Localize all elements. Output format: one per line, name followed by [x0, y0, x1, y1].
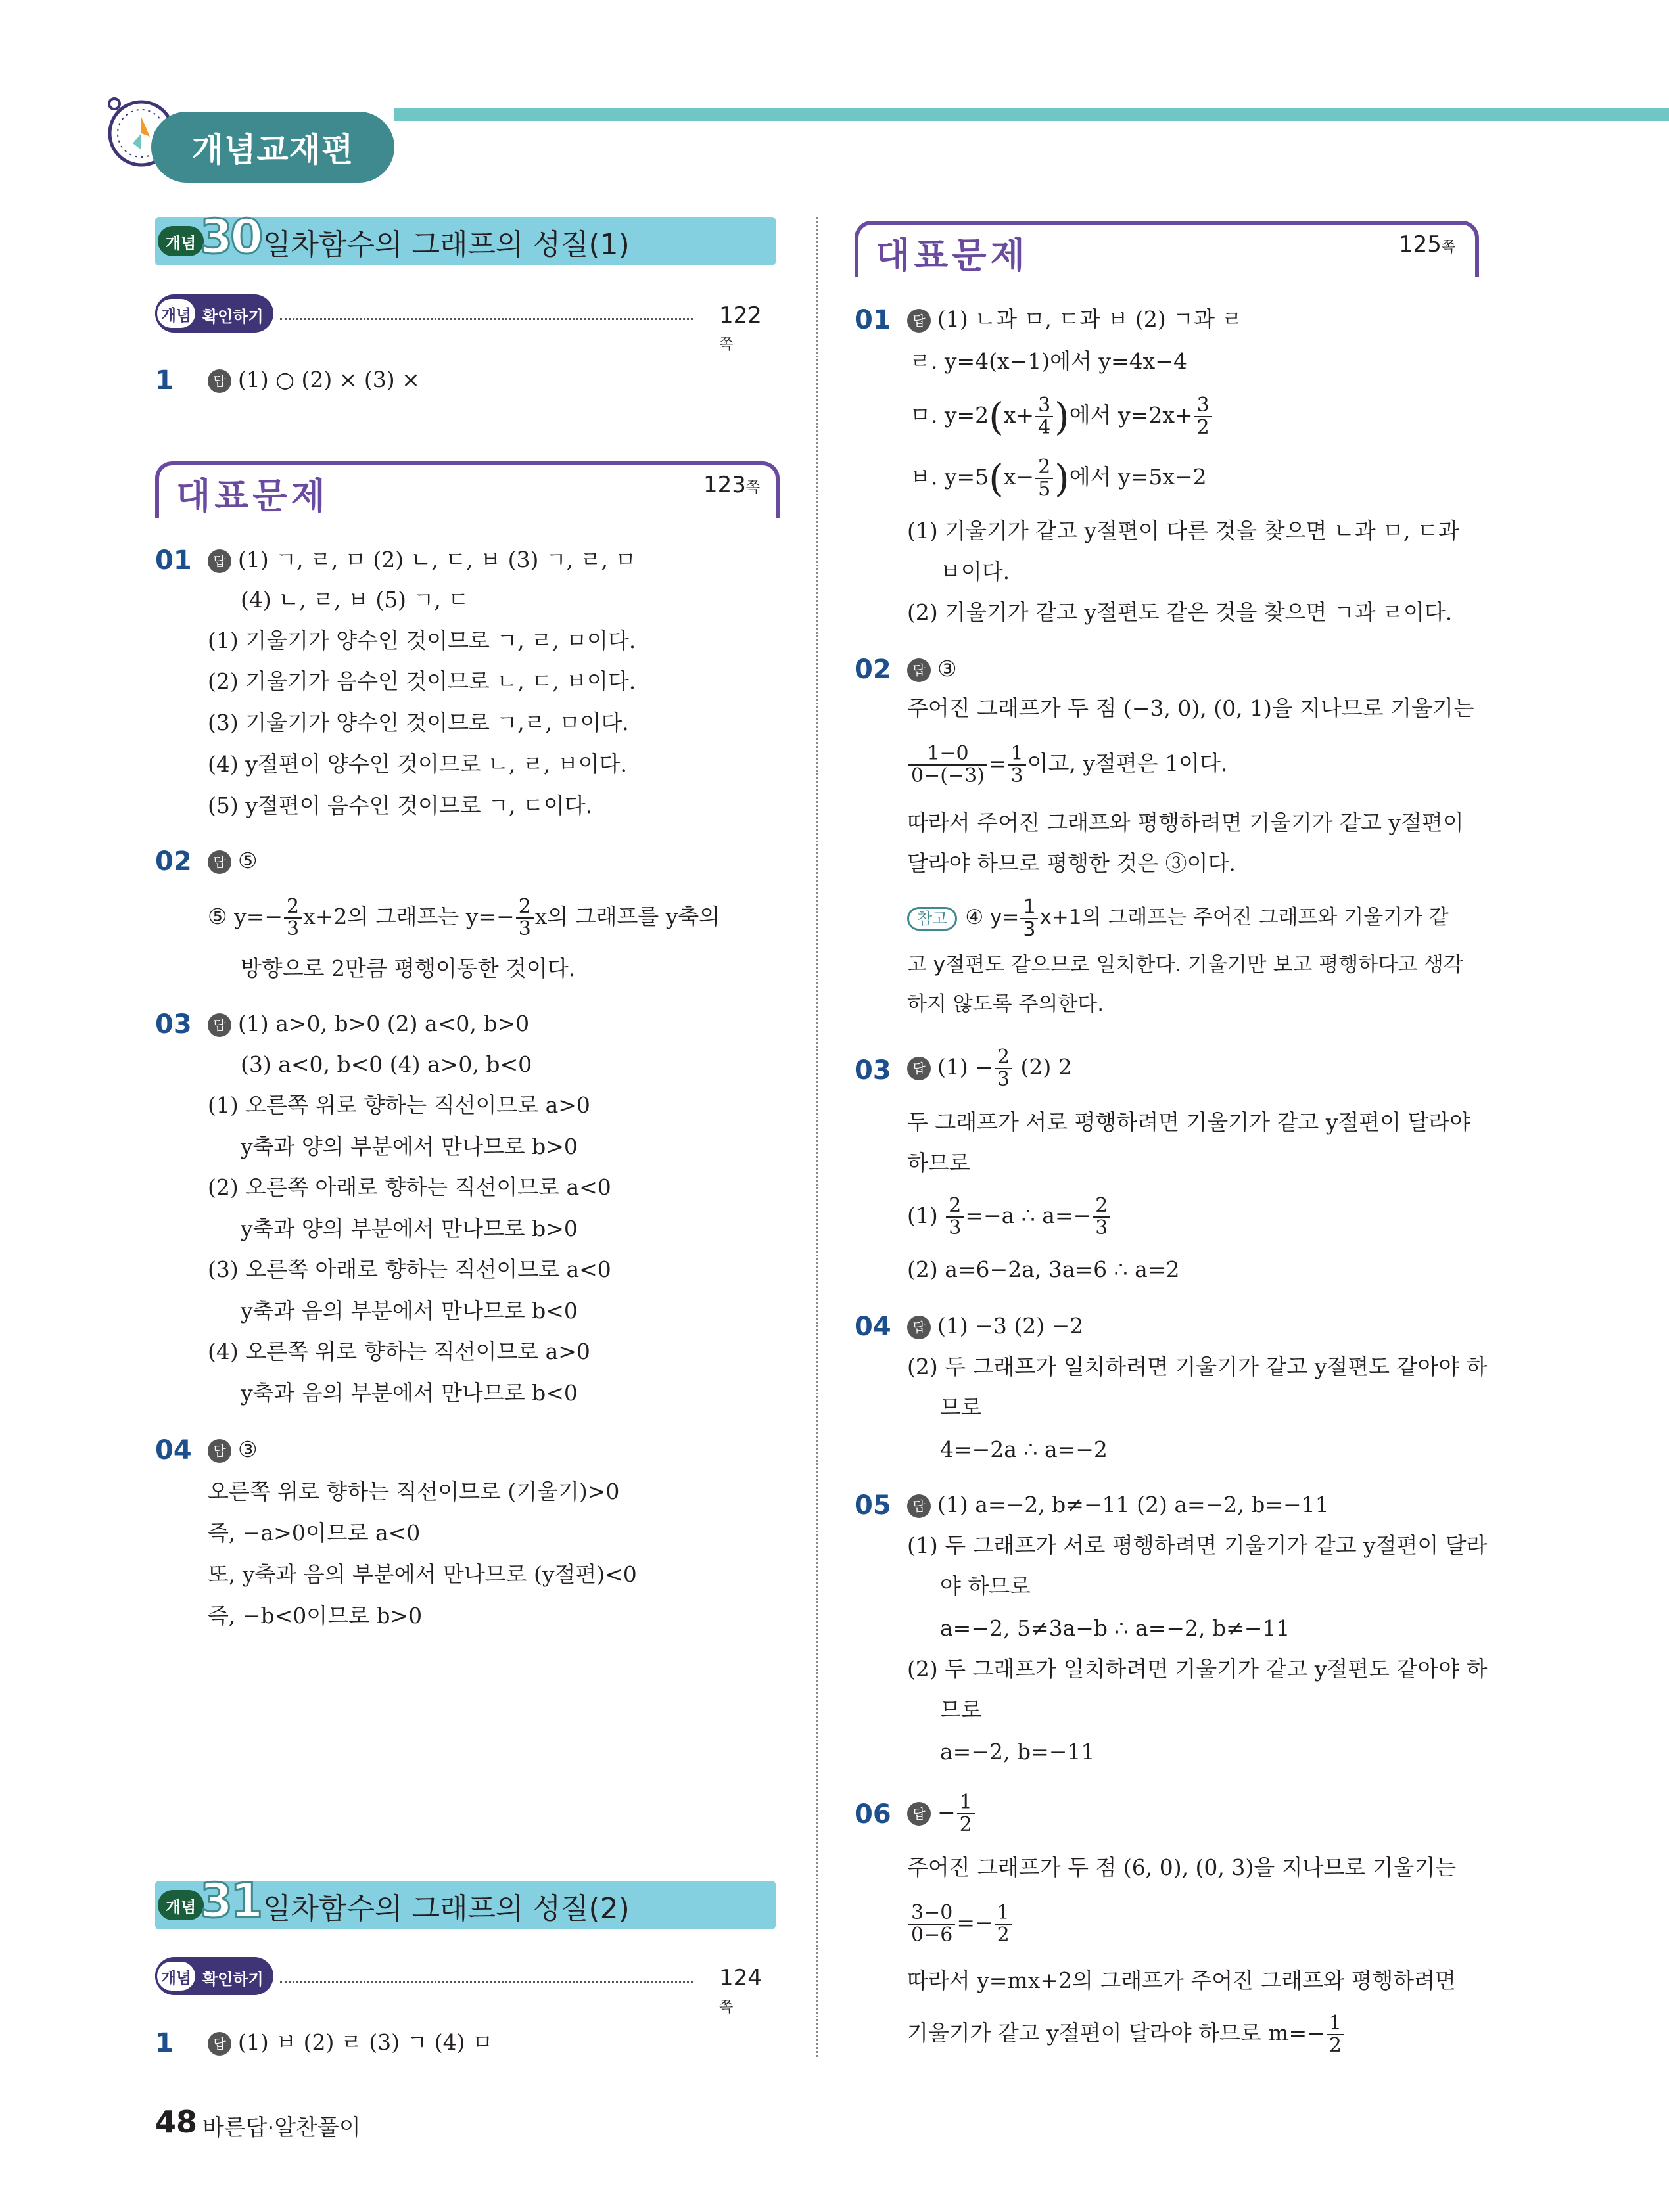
solution-line: a=−2, 5≠3a−b ∴ a=−2, b≠−11: [940, 1615, 1290, 1641]
solution-line: 또, y축과 음의 부분에서 만나므로 (y절편)<0: [208, 1561, 637, 1587]
question-number: 01: [155, 545, 192, 576]
answer-line: (3) a<0, b<0 (4) a>0, b<0: [241, 1051, 532, 1077]
question-number: 01: [855, 305, 891, 335]
column-divider: [816, 217, 818, 2057]
check-header: [155, 294, 776, 353]
answer-line: 답 (1) ㄴ과 ㅁ, ㄷ과 ㅂ (2) ㄱ과 ㄹ: [907, 306, 1242, 333]
page-ref: 123쪽: [699, 472, 764, 498]
section-tag: 개념교재편: [151, 112, 394, 183]
question-number: 02: [155, 846, 192, 877]
question-number: 02: [855, 655, 891, 685]
solution-line: a=−2, b=−11: [940, 1739, 1095, 1764]
answer-line: 답 ③: [907, 656, 957, 682]
solution-line: 달라야 하므로 평행한 것은 ③이다.: [907, 850, 1236, 876]
solution-line: (4) y절편이 양수인 것이므로 ㄴ, ㄹ, ㅂ이다.: [208, 751, 627, 777]
dotted-leader: [280, 318, 693, 320]
answer-line: 답 ③: [208, 1437, 258, 1463]
solution-line: 방향으로 2만큼 평행이동한 것이다.: [241, 956, 576, 981]
question-number: 06: [855, 1799, 891, 1830]
solution-line: ㄹ. y=4(x−1)에서 y=4x−4: [910, 348, 1187, 374]
solution-line: (3) 기울기가 양수인 것이므로 ㄱ,ㄹ, ㅁ이다.: [208, 710, 629, 735]
solution-line: (1) 기울기가 양수인 것이므로 ㄱ, ㄹ, ㅁ이다.: [208, 628, 636, 653]
concept-badge: 개념: [158, 226, 204, 256]
solution-line: (3) 오른쪽 아래로 향하는 직선이므로 a<0: [208, 1256, 611, 1282]
header-band: [394, 108, 1669, 121]
answer-line: 답 (1) − $\frac{2}{3}$ (2) 2: [907, 1044, 1072, 1091]
check-label: 확인하기: [202, 1970, 264, 1989]
answer-line: 답 ⑤: [208, 848, 258, 874]
answer-line: 답 (1) ○ (2) × (3) ×: [208, 367, 420, 393]
solution-line: 따라서 y=mx+2의 그래프가 주어진 그래프와 평행하려면: [907, 1968, 1456, 1993]
solution-line: y축과 음의 부분에서 만나므로 b<0: [241, 1298, 578, 1324]
concept-title: 일차함수의 그래프의 성질(1): [263, 228, 630, 262]
concept-badge: 개념: [158, 1890, 204, 1920]
solution-line: ㅁ. y=2(x+ $\frac{3}{4}$ )에서 y=2x+ $\frac{3}{2}$: [910, 392, 1213, 440]
solution-line: 주어진 그래프가 두 점 (6, 0), (0, 3)을 지나므로 기울기는: [907, 1855, 1457, 1880]
question-number: 04: [855, 1312, 891, 1342]
book-title: 바른답·알찬풀이: [202, 2115, 361, 2141]
check-tag: 개념: [155, 1960, 197, 1993]
solution-line: (2) 기울기가 같고 y절편도 같은 것을 찾으면 ㄱ과 ㄹ이다.: [907, 599, 1453, 625]
concept-number: 30: [200, 209, 261, 264]
answer-badge: 답: [907, 1494, 931, 1518]
solution-line: (5) y절편이 음수인 것이므로 ㄱ, ㄷ이다.: [208, 793, 593, 818]
answer-badge: 답: [208, 850, 231, 874]
question-number: 1: [155, 365, 174, 396]
solution-line: 주어진 그래프가 두 점 (−3, 0), (0, 1)을 지나므로 기울기는: [907, 695, 1474, 721]
page-ref: 125쪽: [1395, 231, 1459, 258]
solution-line: 따라서 주어진 그래프와 평행하려면 기울기가 같고 y절편이: [907, 810, 1464, 835]
answer-badge: 답: [208, 369, 231, 393]
answer-line: (4) ㄴ, ㄹ, ㅂ (5) ㄱ, ㄷ: [241, 587, 469, 612]
answer-badge: 답: [907, 1316, 931, 1339]
solution-line: 야 하므로: [940, 1573, 1031, 1599]
check-header: [155, 1957, 776, 2016]
dotted-leader: [280, 1981, 693, 1983]
answer-badge: 답: [208, 1439, 231, 1463]
solution-line: 기울기가 같고 y절편이 달라야 하므로 m=− $\frac{1}{2}$: [907, 2010, 1346, 2057]
answer-line: 답 (1) −3 (2) −2: [907, 1313, 1083, 1339]
page-ref: 122쪽: [719, 302, 762, 353]
solution-line: (2) 두 그래프가 일치하려면 기울기가 같고 y절편도 같아야 하: [907, 1656, 1488, 1682]
solution-line: $\frac{1-0}{0-(-3)}$ = $\frac{1}{3}$ 이고, y절편은 1이다.: [907, 740, 1227, 787]
solution-line: y축과 양의 부분에서 만나므로 b>0: [241, 1216, 578, 1241]
solution-line: $\frac{3-0}{0-6}$ =− $\frac{1}{2}$: [907, 1899, 1014, 1947]
page-number: 48: [155, 2104, 198, 2140]
note-badge: 참고: [907, 907, 957, 931]
solution-line: (1) $\frac{2}{3}$ =−a ∴ a=− $\frac{2}{3}$: [907, 1192, 1112, 1239]
answer-line: 답 − $\frac{1}{2}$: [907, 1789, 976, 1836]
solution-line: (1) 두 그래프가 서로 평행하려면 기울기가 같고 y절편이 달라: [907, 1532, 1488, 1558]
note-line: 참고 ④ y= $\frac{1}{3}$ x+1의 그래프는 주어진 그래프와 기울기가 같: [907, 894, 1449, 941]
solution-line: ㅂ. y=5(x− $\frac{2}{5}$ )에서 y=5x−2: [910, 455, 1207, 501]
solution-line: (2) 오른쪽 아래로 향하는 직선이므로 a<0: [208, 1174, 611, 1200]
solution-line: 두 그래프가 서로 평행하려면 기울기가 같고 y절편이 달라야: [907, 1109, 1471, 1135]
solution-line: 므로: [940, 1394, 982, 1420]
answer-line: 답 (1) a=−2, b≠−11 (2) a=−2, b=−11: [907, 1492, 1329, 1518]
answer-line: 답 (1) a>0, b>0 (2) a<0, b>0: [208, 1011, 529, 1037]
answer-badge: 답: [907, 1057, 931, 1080]
answer-badge: 답: [208, 1013, 231, 1037]
check-tag: 개념: [155, 297, 197, 330]
note-line: 고 y절편도 같으므로 일치한다. 기울기만 보고 평행하다고 생각: [907, 953, 1463, 977]
answer-badge: 답: [907, 309, 931, 333]
answer-badge: 답: [208, 2032, 231, 2056]
solution-line: 오른쪽 위로 향하는 직선이므로 (기울기)>0: [208, 1479, 620, 1504]
rep-problem-title: 대표문제: [172, 468, 333, 518]
question-number: 04: [155, 1435, 192, 1465]
solution-line: (1) 기울기가 같고 y절편이 다른 것을 찾으면 ㄴ과 ㅁ, ㄷ과: [907, 518, 1459, 543]
solution-line: ⑤ y=− $\frac{2}{3}$ x+2의 그래프는 y=− $\frac{2}{3}$ x의 그래프를 y축의: [208, 895, 720, 940]
solution-line: 즉, −b<0이므로 b>0: [208, 1603, 423, 1628]
solution-line: 즉, −a>0이므로 a<0: [208, 1520, 421, 1546]
solution-line: (4) 오른쪽 위로 향하는 직선이므로 a>0: [208, 1339, 590, 1364]
answer-badge: 답: [208, 549, 231, 573]
solution-line: (2) 기울기가 음수인 것이므로 ㄴ, ㄷ, ㅂ이다.: [208, 668, 636, 694]
rep-problem-title: 대표문제: [872, 227, 1033, 278]
answer-badge: 답: [907, 658, 931, 682]
question-number: 1: [155, 2028, 174, 2058]
solution-line: y축과 양의 부분에서 만나므로 b>0: [241, 1134, 578, 1159]
question-number: 05: [855, 1490, 891, 1521]
solution-line: (2) 두 그래프가 일치하려면 기울기가 같고 y절편도 같아야 하: [907, 1354, 1488, 1379]
solution-line: y축과 음의 부분에서 만나므로 b<0: [241, 1380, 578, 1406]
solution-line: ㅂ이다.: [940, 559, 1010, 584]
answer-line: 답 (1) ㅂ (2) ㄹ (3) ㄱ (4) ㅁ: [208, 2029, 493, 2056]
solution-line: 므로: [940, 1697, 982, 1722]
concept-number: 31: [200, 1873, 261, 1928]
page-ref: 124쪽: [719, 1965, 762, 2016]
answer-badge: 답: [907, 1802, 931, 1826]
check-label: 확인하기: [202, 308, 264, 326]
answer-line: 답 (1) ㄱ, ㄹ, ㅁ (2) ㄴ, ㄷ, ㅂ (3) ㄱ, ㄹ, ㅁ: [208, 547, 636, 573]
concept-title: 일차함수의 그래프의 성질(2): [263, 1892, 630, 1925]
solution-line: 4=−2a ∴ a=−2: [940, 1437, 1108, 1462]
note-line: 하지 않도록 주의한다.: [907, 992, 1104, 1016]
solution-line: (2) a=6−2a, 3a=6 ∴ a=2: [907, 1256, 1180, 1282]
question-number: 03: [155, 1009, 192, 1040]
question-number: 03: [855, 1055, 891, 1086]
solution-line: 하므로: [907, 1150, 970, 1176]
solution-line: (1) 오른쪽 위로 향하는 직선이므로 a>0: [208, 1092, 590, 1118]
